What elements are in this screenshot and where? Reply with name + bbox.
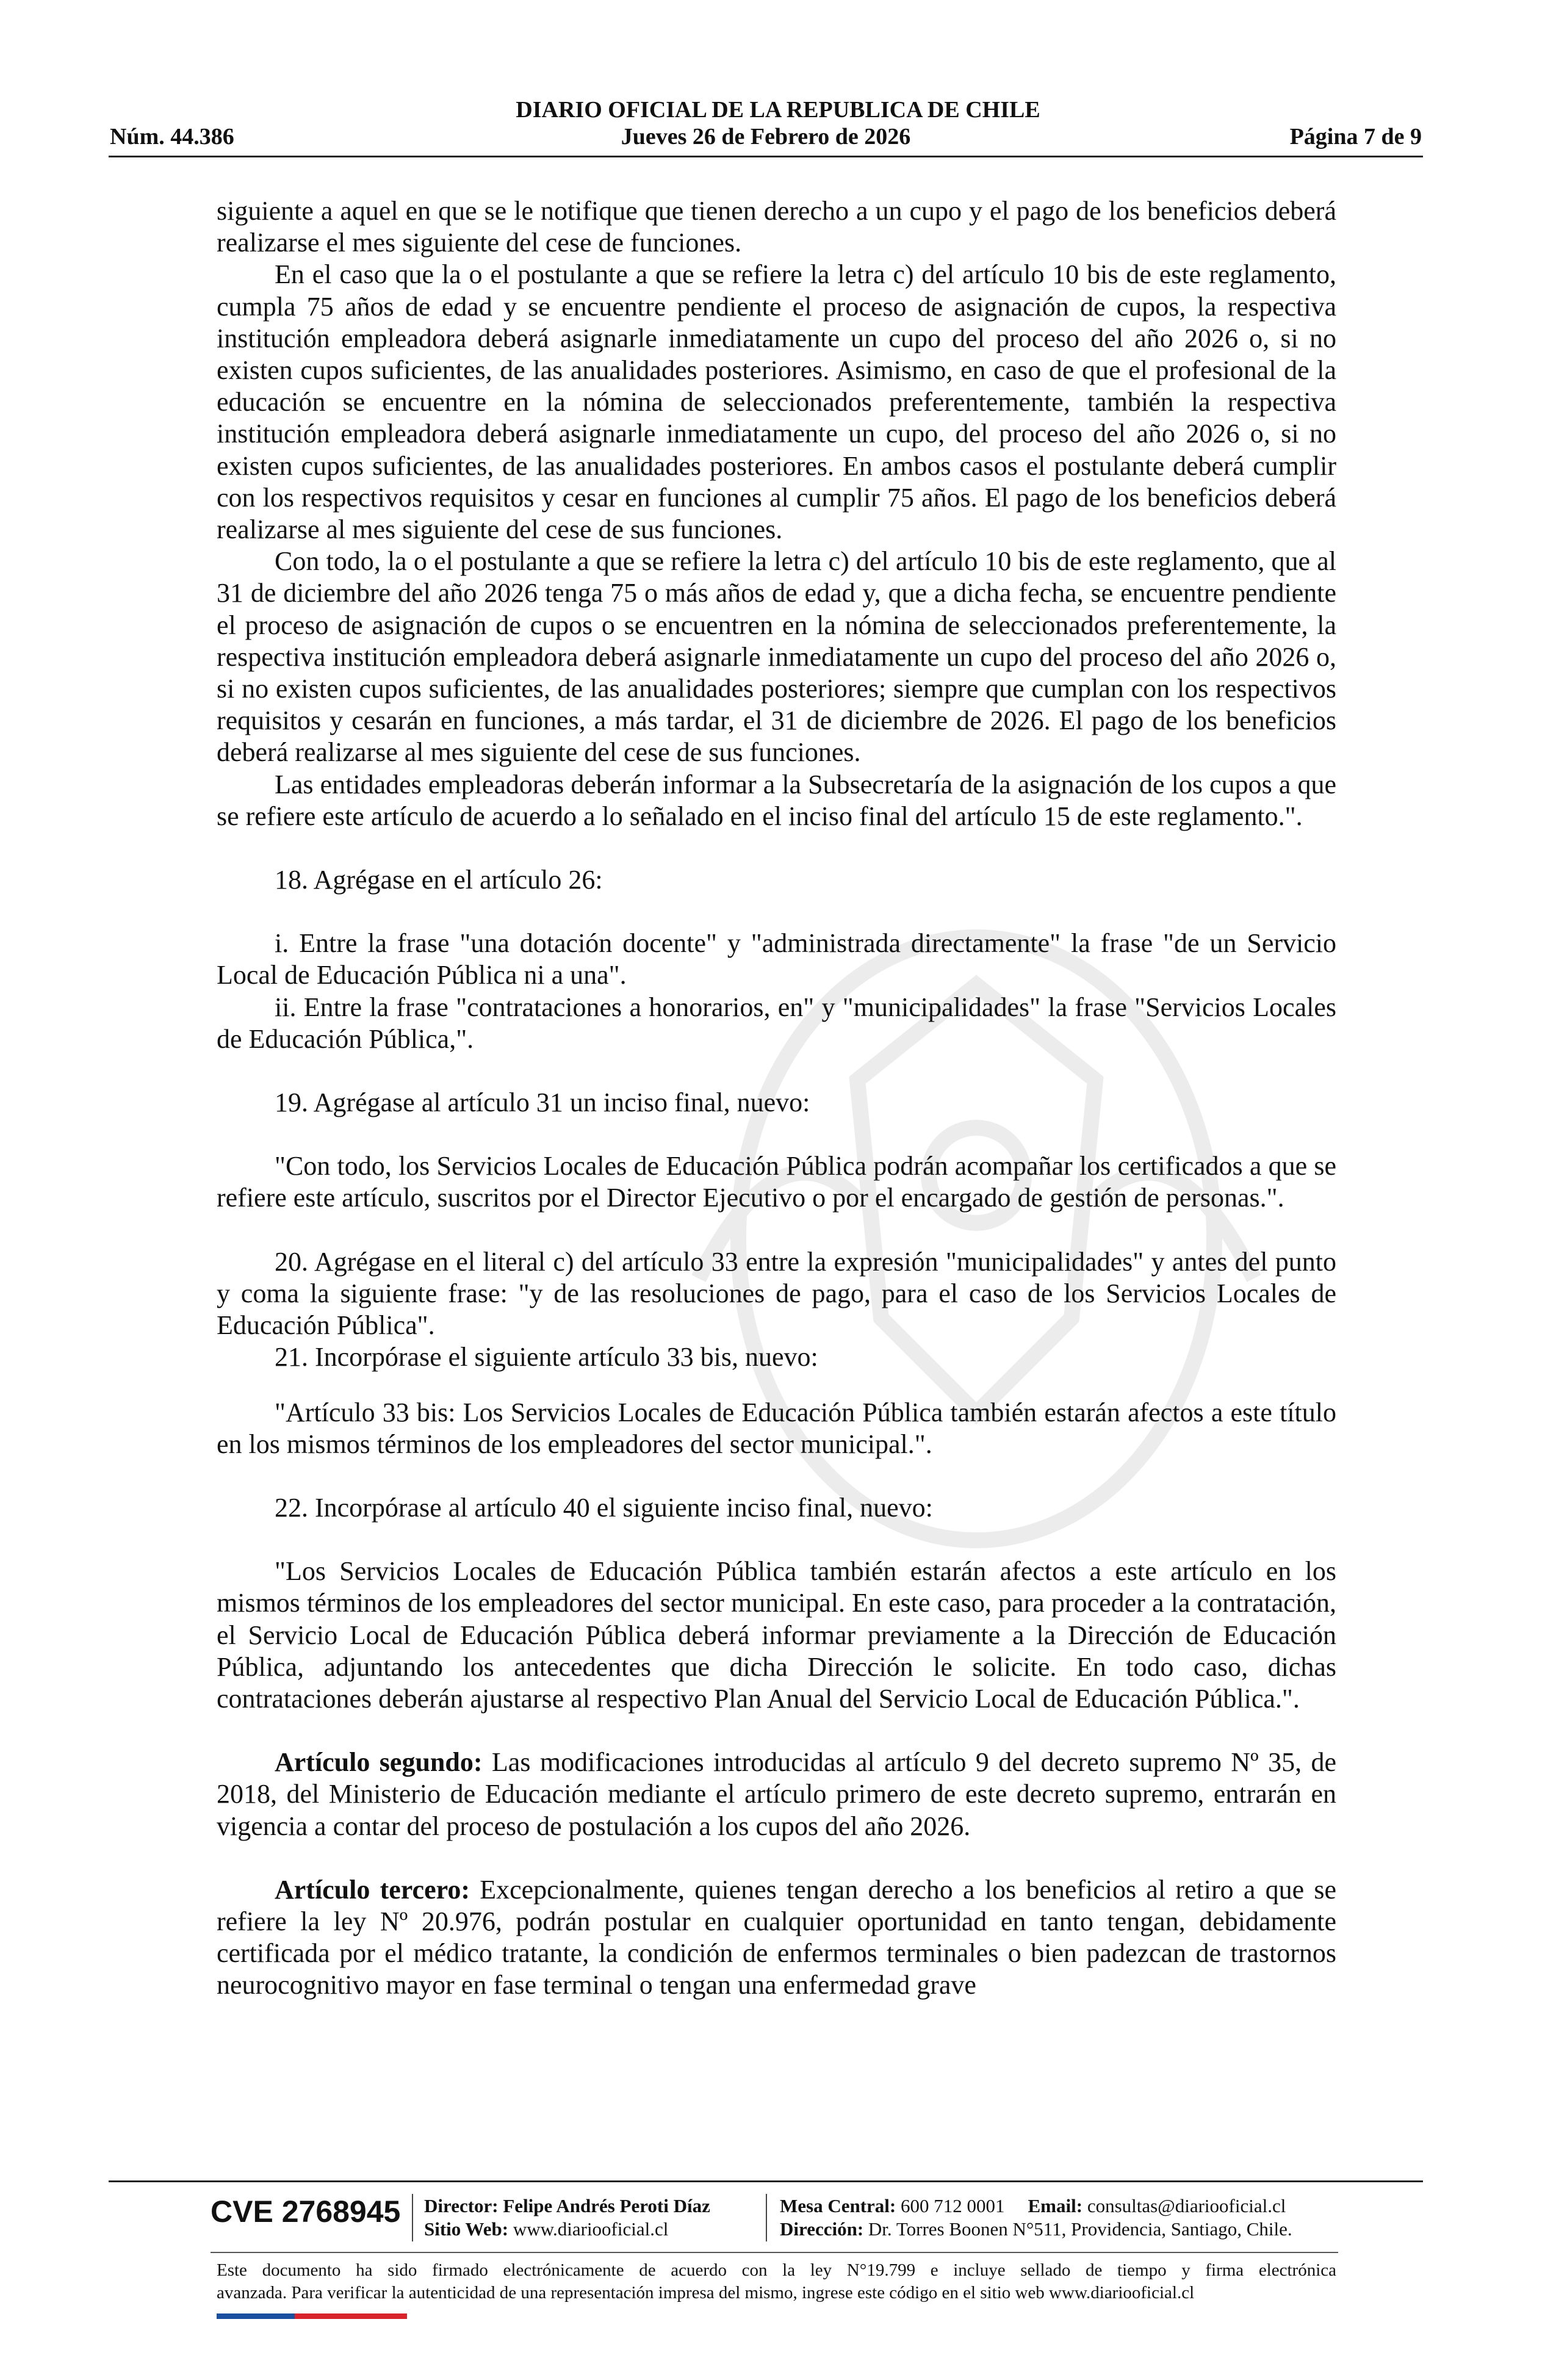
mesa-value: 600 712 0001 bbox=[896, 2195, 1005, 2216]
newspaper-title: DIARIO OFICIAL DE LA REPUBLICA DE CHILE bbox=[516, 97, 1040, 123]
paragraph: "Los Servicios Locales de Educación Pública también estarán afectos a este artículo en los mismos términos de los empleadores del sector municipal. En este caso, para proceder a la contratación, el Servicio Local de Educación Pública deberá informar previamente a la Dirección de Educación Pública, adjuntando los antecedentes que dicha Dirección le solicite. En todo caso, dichas contrataciones deberán ajustarse al respectivo Plan Anual del Servicio Local de Educación Pública.". bbox=[217, 1556, 1336, 1714]
paragraph: 21. Incorpórase el siguiente artículo 33 bis, nuevo: bbox=[275, 1342, 818, 1372]
articulo-tercero-text: Excepcionalmente, quienes tengan derecho a los beneficios al retiro a que se refiere la ley Nº 20.976, podrán postular en cualquier oportunidad en tanto tengan, debidamente certificada por el médico tratante, la condición de enfermos terminales o bien padezcan de trastornos neurocognitivo mayor en fase terminal o tengan una enfermedad grave bbox=[217, 1874, 1336, 2000]
footer-contact-column bbox=[780, 2194, 1292, 2241]
direccion-label: Dirección: bbox=[780, 2218, 864, 2240]
header-row bbox=[110, 123, 1422, 153]
articulo-tercero bbox=[217, 1874, 1336, 2002]
chile-flag-stripe bbox=[217, 2313, 407, 2319]
legal-line: avanzada. Para verificar la autenticidad de una representación impresa del mismo, ingrese este código en el sitio web www.diariooficial.cl bbox=[217, 2283, 1195, 2302]
page-number: Página 7 de 9 bbox=[1289, 124, 1422, 150]
document-body bbox=[217, 195, 1336, 2002]
direccion-value: Dr. Torres Boonen N°511, Providencia, Santiago, Chile. bbox=[863, 2218, 1292, 2240]
sitio-label: Sitio Web: bbox=[424, 2218, 509, 2240]
legal-line: Este documento ha sido firmado electrónicamente de acuerdo con la ley N°19.799 e incluye sellado de tiempo y firma electrónica bbox=[217, 2260, 1336, 2280]
header-divider bbox=[109, 156, 1423, 157]
paragraph: 18. Agrégase en el artículo 26: bbox=[275, 865, 603, 895]
footer-director-column bbox=[424, 2194, 710, 2241]
footer-separator bbox=[412, 2194, 413, 2241]
paragraph: "Artículo 33 bis: Los Servicios Locales de Educación Pública también estarán afectos a este título en los mismos términos de los empleadores del sector municipal.". bbox=[217, 1397, 1336, 1459]
sitio-link[interactable]: www.diariooficial.cl bbox=[508, 2218, 669, 2240]
articulo-segundo-label: Artículo segundo: bbox=[275, 1747, 483, 1778]
paragraph: En el caso que la o el postulante a que se refiere la letra c) del artículo 10 bis de este reglamento, cumpla 75 años de edad y se encuentre pendiente el proceso de asignación de cupos, la respectiva institución empleadora deberá asignarle inmediatamente un cupo del proceso del año 2026 o, si no existen cupos suficientes, de las anualidades posteriores. Asimismo, en caso de que el profesional de la educación se encuentre en la nómina de seleccionados preferentemente, también la respectiva institución empleadora deberá asignarle inmediatamente un cupo, del proceso del año 2026 o, si no existen cupos suficientes, de las anualidades posteriores. En ambos casos el postulante deberá cumplir con los respectivos requisitos y cesar en funciones al cumplir 75 años. El pago de los beneficios deberá realizarse al mes siguiente del cese de sus funciones. bbox=[217, 259, 1336, 545]
paragraph: ii. Entre la frase "contrataciones a honorarios, en" y "municipalidades" la frase "Servicios Locales de Educación Pública,". bbox=[217, 992, 1336, 1054]
articulo-tercero-label: Artículo tercero: bbox=[275, 1874, 470, 1905]
issue-date: Jueves 26 de Febrero de 2026 bbox=[621, 124, 911, 150]
legal-notice bbox=[217, 2259, 1336, 2304]
flag-blue-segment bbox=[217, 2313, 295, 2319]
mesa-label: Mesa Central: bbox=[780, 2195, 896, 2216]
email-link[interactable]: consultas@diariooficial.cl bbox=[1082, 2195, 1286, 2216]
paragraph: Con todo, la o el postulante a que se refiere la letra c) del artículo 10 bis de este reglamento, que al 31 de diciembre del año 2026 tenga 75 o más años de edad y, que a dicha fecha, se encuentre pendiente el proceso de asignación de cupos o se encuentren en la nómina de seleccionados preferentemente, la respectiva institución empleadora deberá asignarle inmediatamente un cupo del proceso del año 2026 o, si no existen cupos suficientes, de las anualidades posteriores; siempre que cumplan con los respectivos requisitos y cesarán en funciones, a más tardar, el 31 de diciembre de 2026. El pago de los beneficios deberá realizarse al mes siguiente del cese de sus funciones. bbox=[217, 546, 1336, 768]
cve-code: CVE 2768945 bbox=[211, 2194, 401, 2229]
paragraph: Las entidades empleadoras deberán informar a la Subsecretaría de la asignación de los cupos a que se refiere este artículo de acuerdo a lo señalado en el inciso final del artículo 15 de este reglamento.". bbox=[217, 769, 1336, 831]
footer-divider bbox=[109, 2180, 1423, 2182]
articulo-segundo bbox=[217, 1747, 1336, 1842]
paragraph: siguiente a aquel en que se le notifique que tienen derecho a un cupo y el pago de los beneficios deberá realizarse el mes siguiente del cese de funciones. bbox=[217, 196, 1336, 258]
director-name: Director: Felipe Andrés Peroti Díaz bbox=[424, 2195, 710, 2216]
paragraph: 19. Agrégase al artículo 31 un inciso final, nuevo: bbox=[275, 1087, 810, 1118]
paragraph: i. Entre la frase "una dotación docente" y "administrada directamente" la frase "de un Servicio Local de Educación Pública ni a una". bbox=[217, 928, 1336, 990]
footer-divider bbox=[211, 2252, 1338, 2253]
flag-red-segment bbox=[295, 2313, 407, 2319]
paragraph: "Con todo, los Servicios Locales de Educación Pública podrán acompañar los certificados a que se refiere este artículo, suscritos por el Director Ejecutivo o por el encargado de gestión de personas.". bbox=[217, 1151, 1336, 1213]
articulo-segundo-text: Las modificaciones introducidas al artículo 9 del decreto supremo Nº 35, de 2018, del Ministerio de Educación mediante el artículo primero de este decreto supremo, entrarán en vigencia a contar del proceso de postulación a los cupos del año 2026. bbox=[217, 1747, 1336, 1841]
footer-separator bbox=[766, 2194, 767, 2241]
issue-number: Núm. 44.386 bbox=[110, 124, 234, 150]
paragraph: 20. Agrégase en el literal c) del artículo 33 entre la expresión "municipalidades" y antes del punto y coma la siguiente frase: "y de las resoluciones de pago, para el caso de los Servicios Locales de Educación Pública". bbox=[217, 1246, 1336, 1341]
paragraph: 22. Incorpórase al artículo 40 el siguiente inciso final, nuevo: bbox=[275, 1492, 933, 1523]
email-label: Email: bbox=[1028, 2195, 1083, 2216]
